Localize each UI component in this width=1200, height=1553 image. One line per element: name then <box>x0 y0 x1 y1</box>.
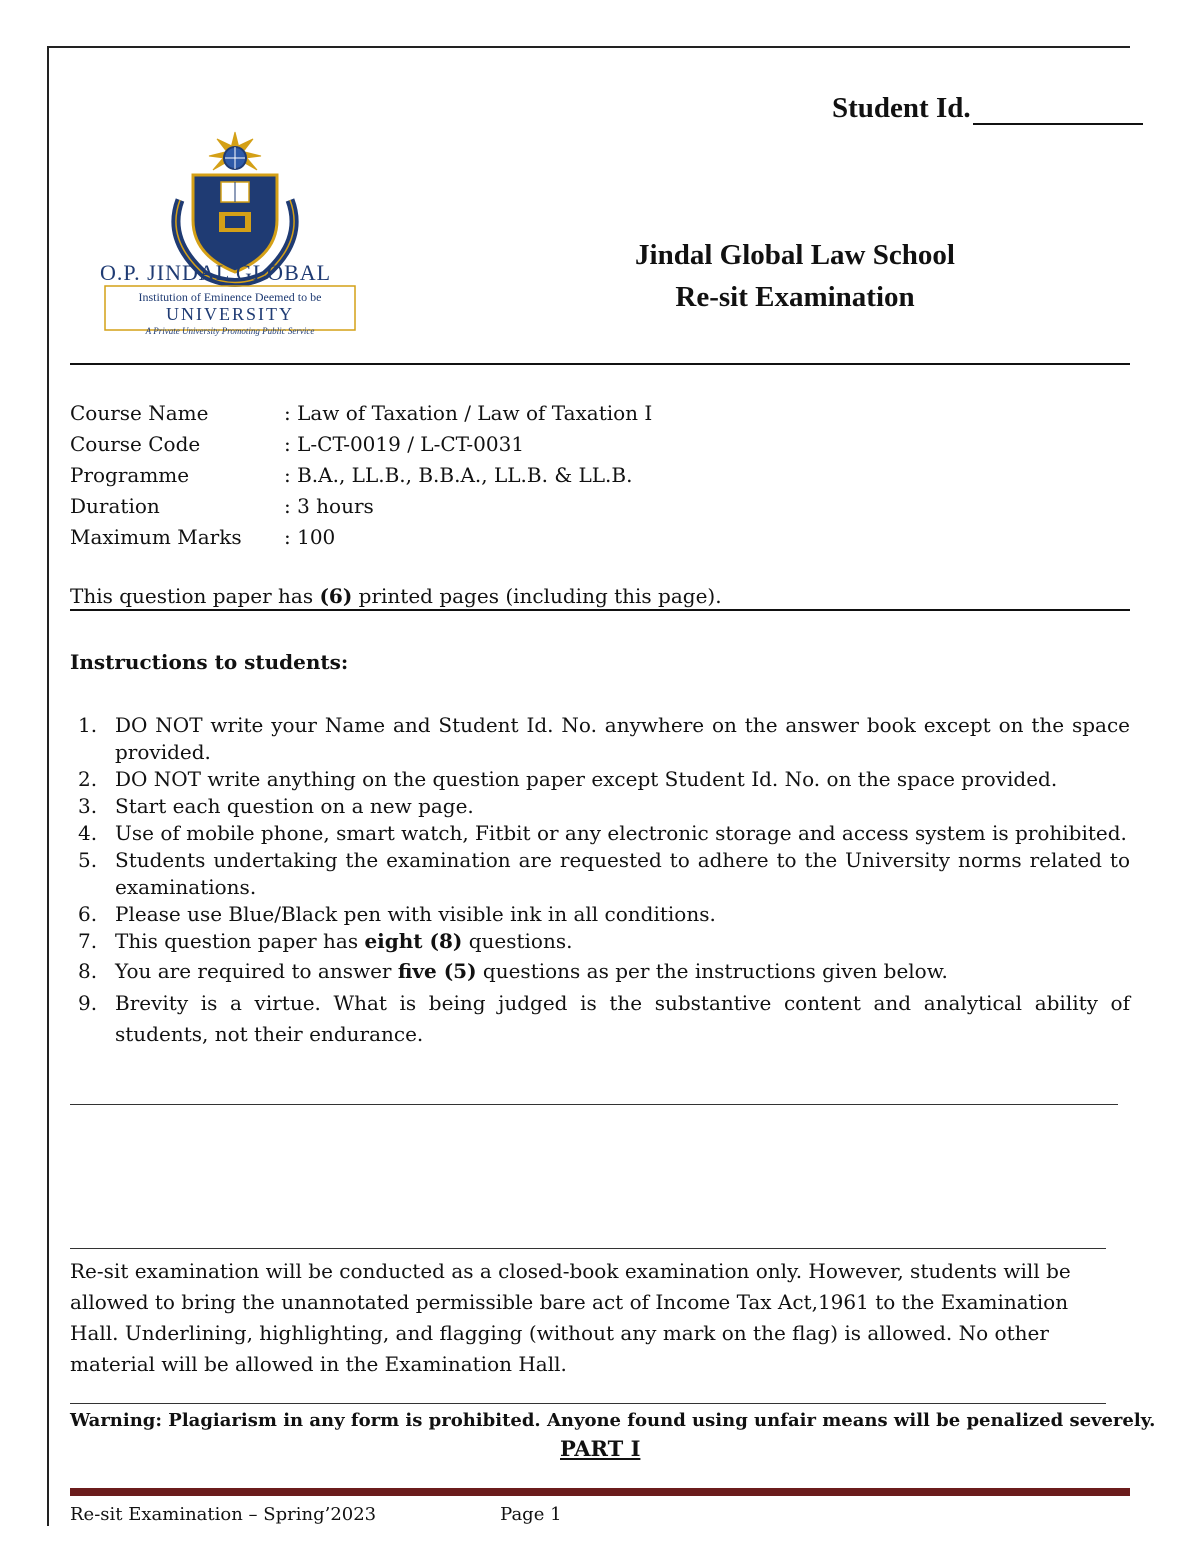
footer-bar <box>70 1488 1130 1496</box>
course-label: Course Code <box>70 432 201 456</box>
student-id-field <box>832 92 1143 125</box>
course-value: : 3 hours <box>284 494 374 518</box>
course-row <box>70 460 652 491</box>
exam-type: Re-sit Examination <box>675 281 915 313</box>
course-label: Course Name <box>70 401 209 425</box>
list-item <box>78 847 1130 901</box>
section-divider <box>70 1104 1118 1105</box>
resit-note: Re-sit examination will be conducted as a closed-book examination only. However, students will be allowed to bring the unannotated permissible bare act of Income Tax Act,1961 to the Examination Hall. Underlining, highlighting, and flagging (without any mark on the flag) is allowed. No other material will be allowed in the Examination Hall. <box>70 1259 1071 1376</box>
item-text: Use of mobile phone, smart watch, Fitbit or any electronic storage and access system is prohibited. <box>115 821 1127 845</box>
page-border-top <box>47 46 1130 48</box>
course-value: : B.A., LL.B., B.B.A., LL.B. & LL.B. <box>284 463 633 487</box>
part-title: PART I <box>560 1436 641 1461</box>
logo-line3: UNIVERSITY <box>166 304 294 324</box>
item-text: Please use Blue/Black pen with visible ink in all conditions. <box>115 902 716 926</box>
section-divider <box>70 1403 1106 1404</box>
logo-line4: A Private University Promoting Public Service <box>145 326 315 336</box>
list-item <box>78 901 1130 928</box>
school-heading <box>570 234 1020 318</box>
course-value: : L-CT-0019 / L-CT-0031 <box>284 432 525 456</box>
page-number: Page 1 <box>500 1504 562 1525</box>
item-text <box>115 928 1130 955</box>
page-border-left <box>47 46 49 1526</box>
item-text: DO NOT write your Name and Student Id. No. anywhere on the answer book except on the space provided. <box>115 713 1130 764</box>
course-row <box>70 398 652 429</box>
course-value: : 100 <box>284 525 336 549</box>
item-text: DO NOT write anything on the question paper except Student Id. No. on the space provided. <box>115 767 1058 791</box>
header-divider <box>70 363 1130 365</box>
course-label: Duration <box>70 494 160 518</box>
pages-note-after: printed pages (including this page). <box>352 584 722 608</box>
logo-line2: Institution of Eminence Deemed to be <box>138 290 322 304</box>
item-text: Start each question on a new page. <box>115 794 474 818</box>
school-name: Jindal Global Law School <box>635 239 955 271</box>
list-item <box>78 712 1130 766</box>
course-label: Programme <box>70 463 190 487</box>
item-text: Students undertaking the examination are requested to adhere to the University norms related to examinations. <box>115 848 1130 899</box>
item-number: 3. <box>78 794 98 818</box>
item-text <box>115 958 1130 985</box>
crest-icon <box>95 130 365 345</box>
list-item <box>78 820 1130 847</box>
pages-note-before: This question paper has <box>70 584 320 608</box>
university-logo <box>95 130 365 345</box>
pages-note <box>70 584 1130 611</box>
list-item <box>78 958 1130 985</box>
course-row <box>70 522 652 553</box>
item-number: 8. <box>78 959 98 983</box>
course-details <box>70 398 652 553</box>
item-text-before: This question paper has <box>115 929 365 953</box>
list-item <box>78 988 1130 1050</box>
item-text-bold: eight (8) <box>364 929 463 953</box>
item-text-before: You are required to answer <box>115 959 398 983</box>
student-id-blank <box>973 93 1143 125</box>
course-value: : Law of Taxation / Law of Taxation I <box>284 401 653 425</box>
logo-line1: O.P. JINDAL GLOBAL <box>100 260 332 285</box>
list-item <box>78 766 1130 793</box>
item-number: 5. <box>78 848 98 872</box>
course-row <box>70 429 652 460</box>
list-item <box>78 928 1130 955</box>
course-label: Maximum Marks <box>70 525 242 549</box>
pages-note-count: (6) <box>319 584 353 608</box>
item-text-after: questions as per the instructions given below. <box>476 959 948 983</box>
item-text-after: questions. <box>462 929 573 953</box>
plagiarism-warning: Warning: Plagiarism in any form is prohibited. Anyone found using unfair means will be penalized severely. <box>70 1410 1156 1431</box>
item-number: 2. <box>78 767 98 791</box>
course-row <box>70 491 652 522</box>
list-item <box>78 793 1130 820</box>
item-number: 6. <box>78 902 98 926</box>
item-number: 9. <box>78 991 98 1015</box>
instructions-title: Instructions to students: <box>70 650 349 674</box>
item-text-bold: five (5) <box>397 959 477 983</box>
item-text: Brevity is a virtue. What is being judged is the substantive content and analytical ability of students, not their endurance. <box>115 991 1130 1046</box>
item-number: 4. <box>78 821 98 845</box>
instructions-list <box>78 712 1130 1050</box>
footer-exam-label: Re-sit Examination – Spring’2023 <box>70 1504 377 1525</box>
section-divider <box>70 1248 1106 1249</box>
item-number: 7. <box>78 929 98 953</box>
student-id-label: Student Id. <box>832 92 971 124</box>
item-number: 1. <box>78 713 98 737</box>
page-footer <box>70 1504 562 1525</box>
